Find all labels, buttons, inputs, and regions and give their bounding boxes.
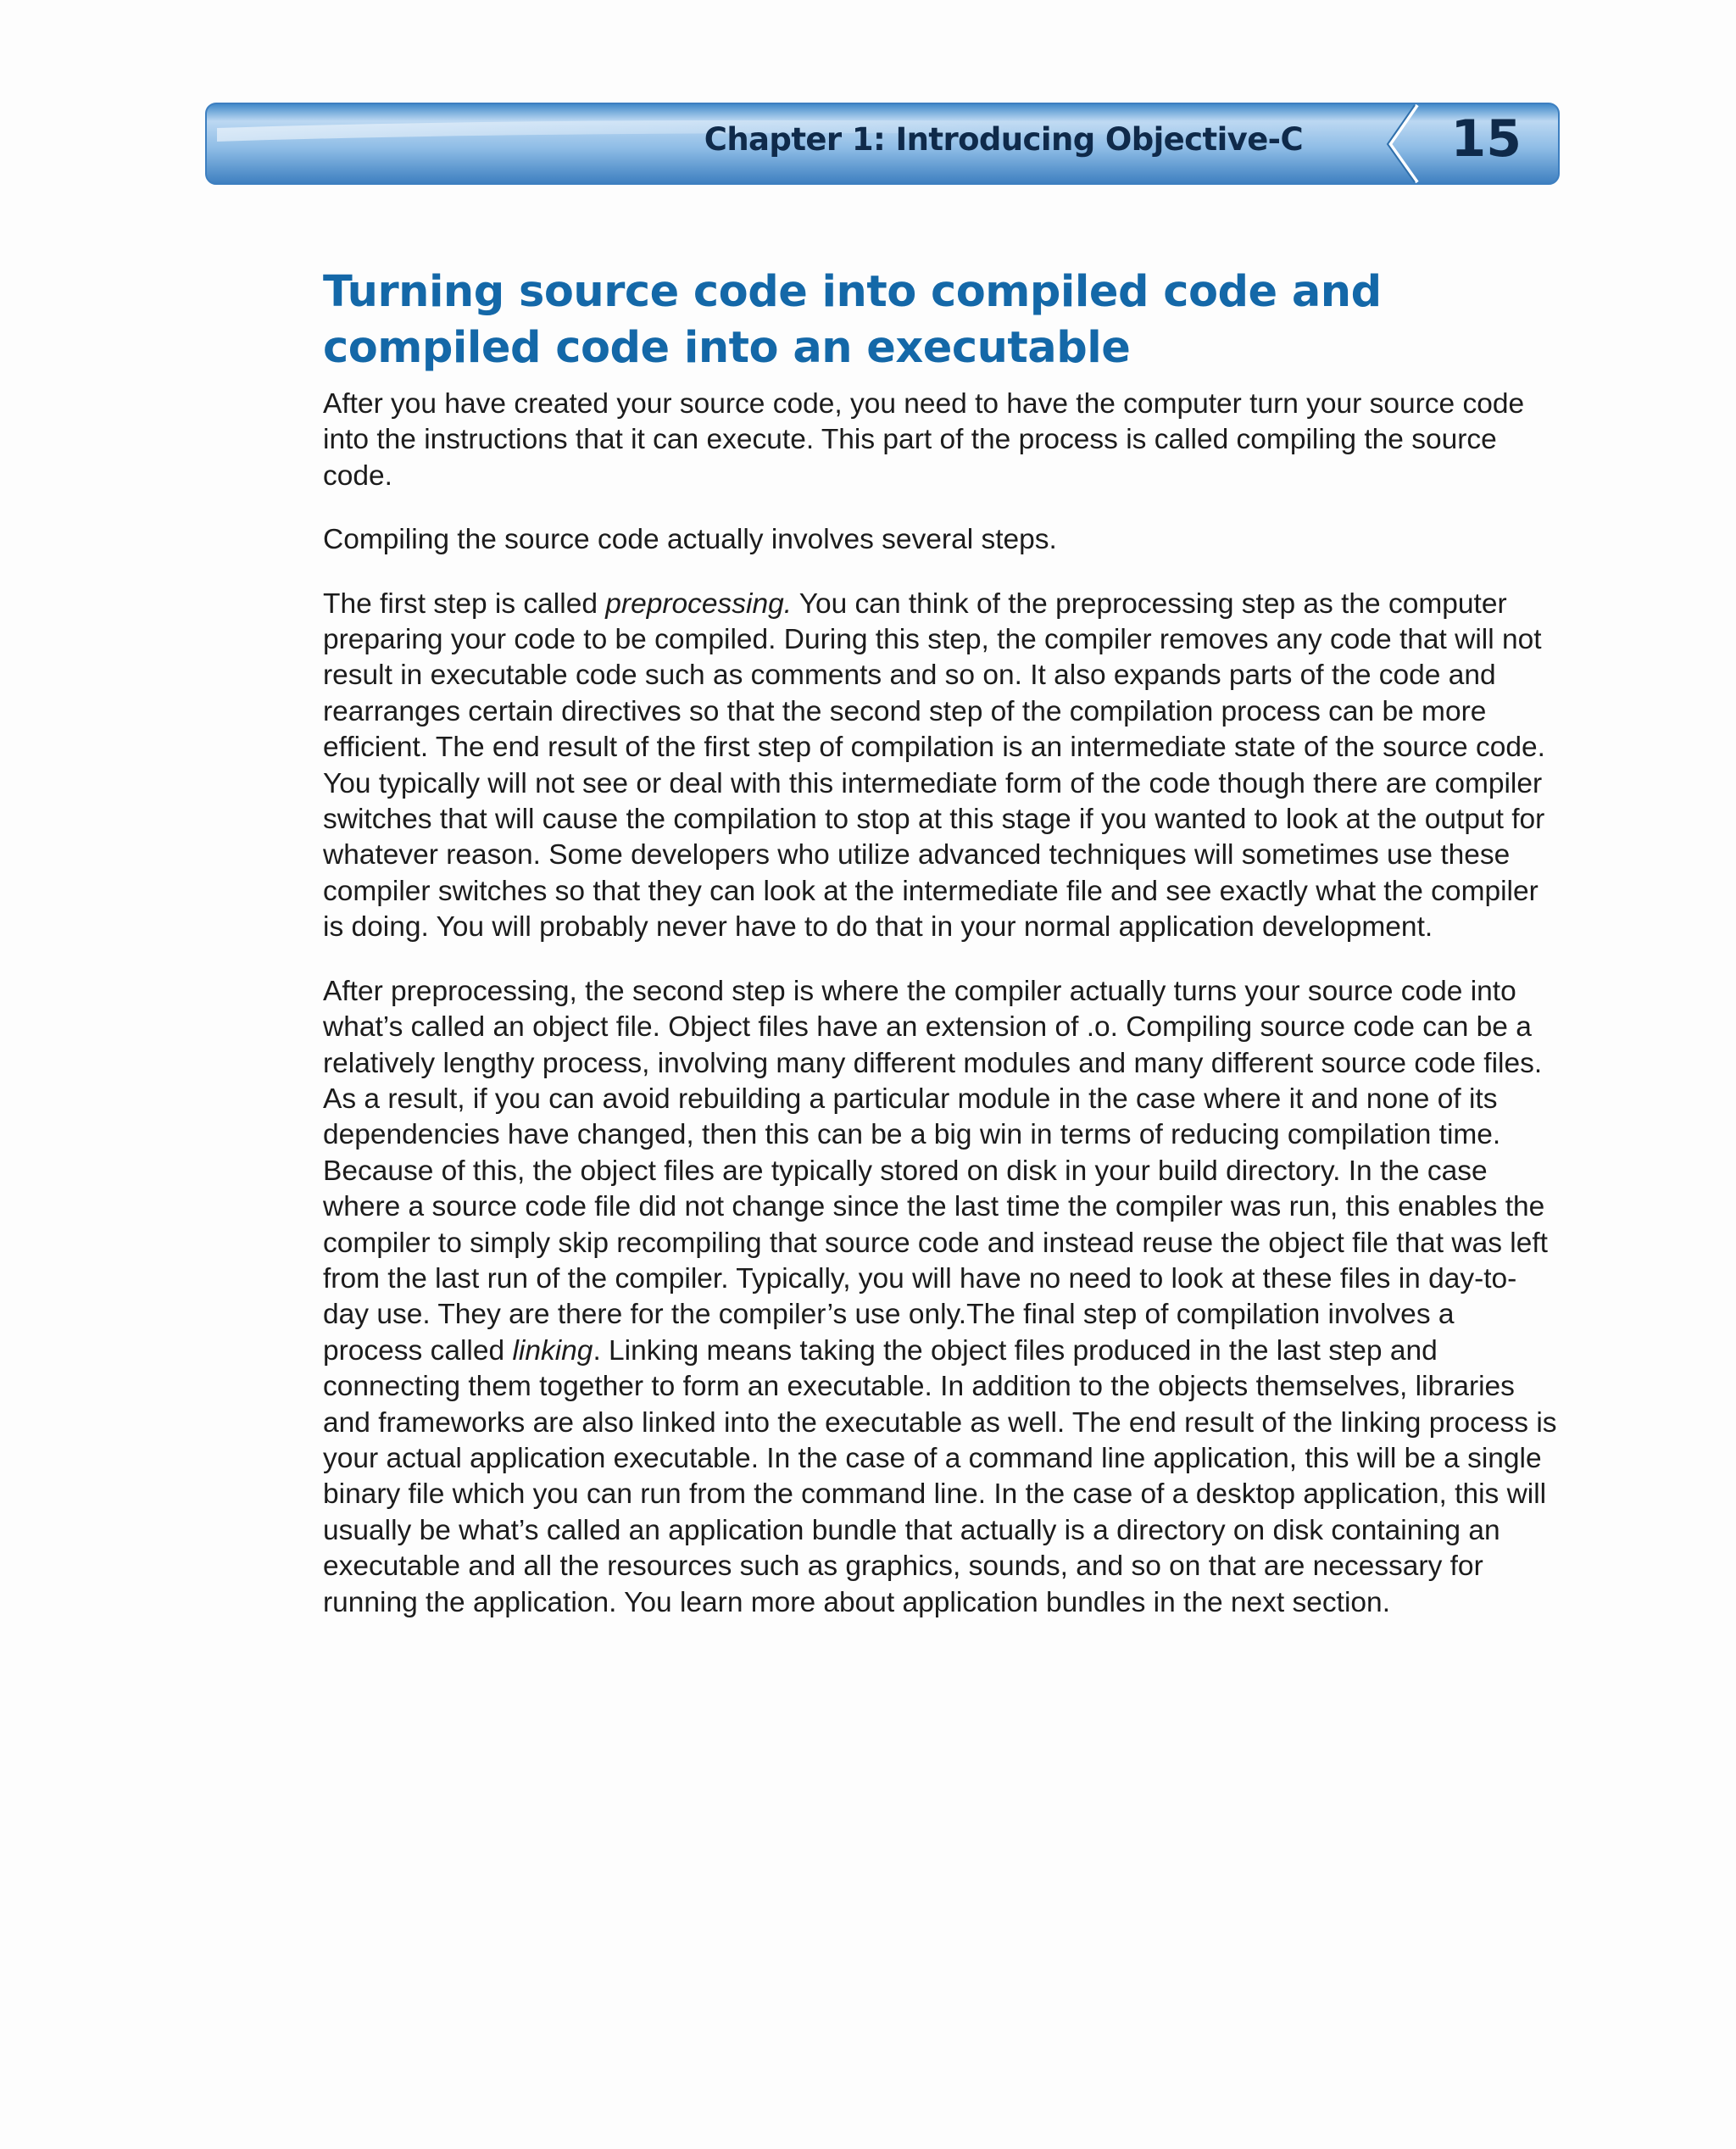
- section-heading: Turning source code into compiled code and compiled code into an executable: [323, 267, 1382, 373]
- term-preprocessing: preprocessing.: [605, 587, 793, 620]
- paragraph-text: The first step is called: [323, 587, 606, 620]
- page-number: 15: [1450, 109, 1522, 169]
- chapter-title: Chapter 1: Introducing Objective-C: [704, 121, 1303, 158]
- paragraph-text: After preprocessing, the second step is where the compiler actually turns your source code into what’s called an object file. Object files have an extension of .o. Compiling source code can be a relatively lengthy process, involving many different modules and many different source code files. As a result, if you can avoid rebuilding a particular module in the case where it and none of its dependencies have changed, then this can be a big win in terms of reducing compilation time. Because of this, the object files are typically stored on disk in your build directory. In the case where a source code file did not change since the last time the compiler was run, this enables the compiler to simply skip recompiling that source code and instead reuse the object file that was left from the last run of the compiler. Typically, you will have no need to look at these files in day-to-day use. They are there for the compiler’s use only.The final step of compilation involves a process called: [323, 975, 1548, 1367]
- paragraph-preprocessing: [323, 587, 1561, 946]
- paragraph-text: . Linking means taking the object files produced in the last step and connecting them together to form an executable. In addition to the objects themselves, libraries and frameworks are also linked into the executable as well. The end result of the linking process is your actual application executable. In the case of a command line application, this will be a single binary file which you can run from the command line. In the case of a desktop application, this will usually be what’s called an application bundle that actually is a directory on disk containing an executable and all the resources such as graphics, sounds, and so on that are necessary for running the application. You learn more about application bundles in the next section.: [323, 1334, 1557, 1618]
- paragraph-steps: Compiling the source code actually involves several steps.: [323, 524, 1057, 556]
- paragraph-intro: After you have created your source code, you need to have the computer turn your source code into the instructions that it can execute. This part of the process is called compiling the source code.: [323, 388, 1525, 492]
- running-header: [205, 103, 1560, 185]
- paragraph-text: You can think of the preprocessing step as the computer preparing your code to be compiled. During this step, the compiler removes any code that will not result in executable code such as comments and so on. It also expands parts of the code and rearranges certain directives so that the second step of the compilation process can be more efficient. The end result of the first step of compilation is an intermediate state of the source code. You typically will not see or deal with this intermediate form of the code though there are compiler switches that will cause the compilation to stop at this stage if you wanted to look at the output for whatever reason. Some developers who utilize advanced techniques will sometimes use these compiler switches so that they can look at the intermediate file and see exactly what the compiler is doing. You will probably never have to do that in your normal application development.: [323, 587, 1545, 944]
- term-linking: linking: [512, 1334, 593, 1367]
- paragraph-compiling-linking: [323, 974, 1561, 1621]
- section-content: [323, 264, 1561, 1649]
